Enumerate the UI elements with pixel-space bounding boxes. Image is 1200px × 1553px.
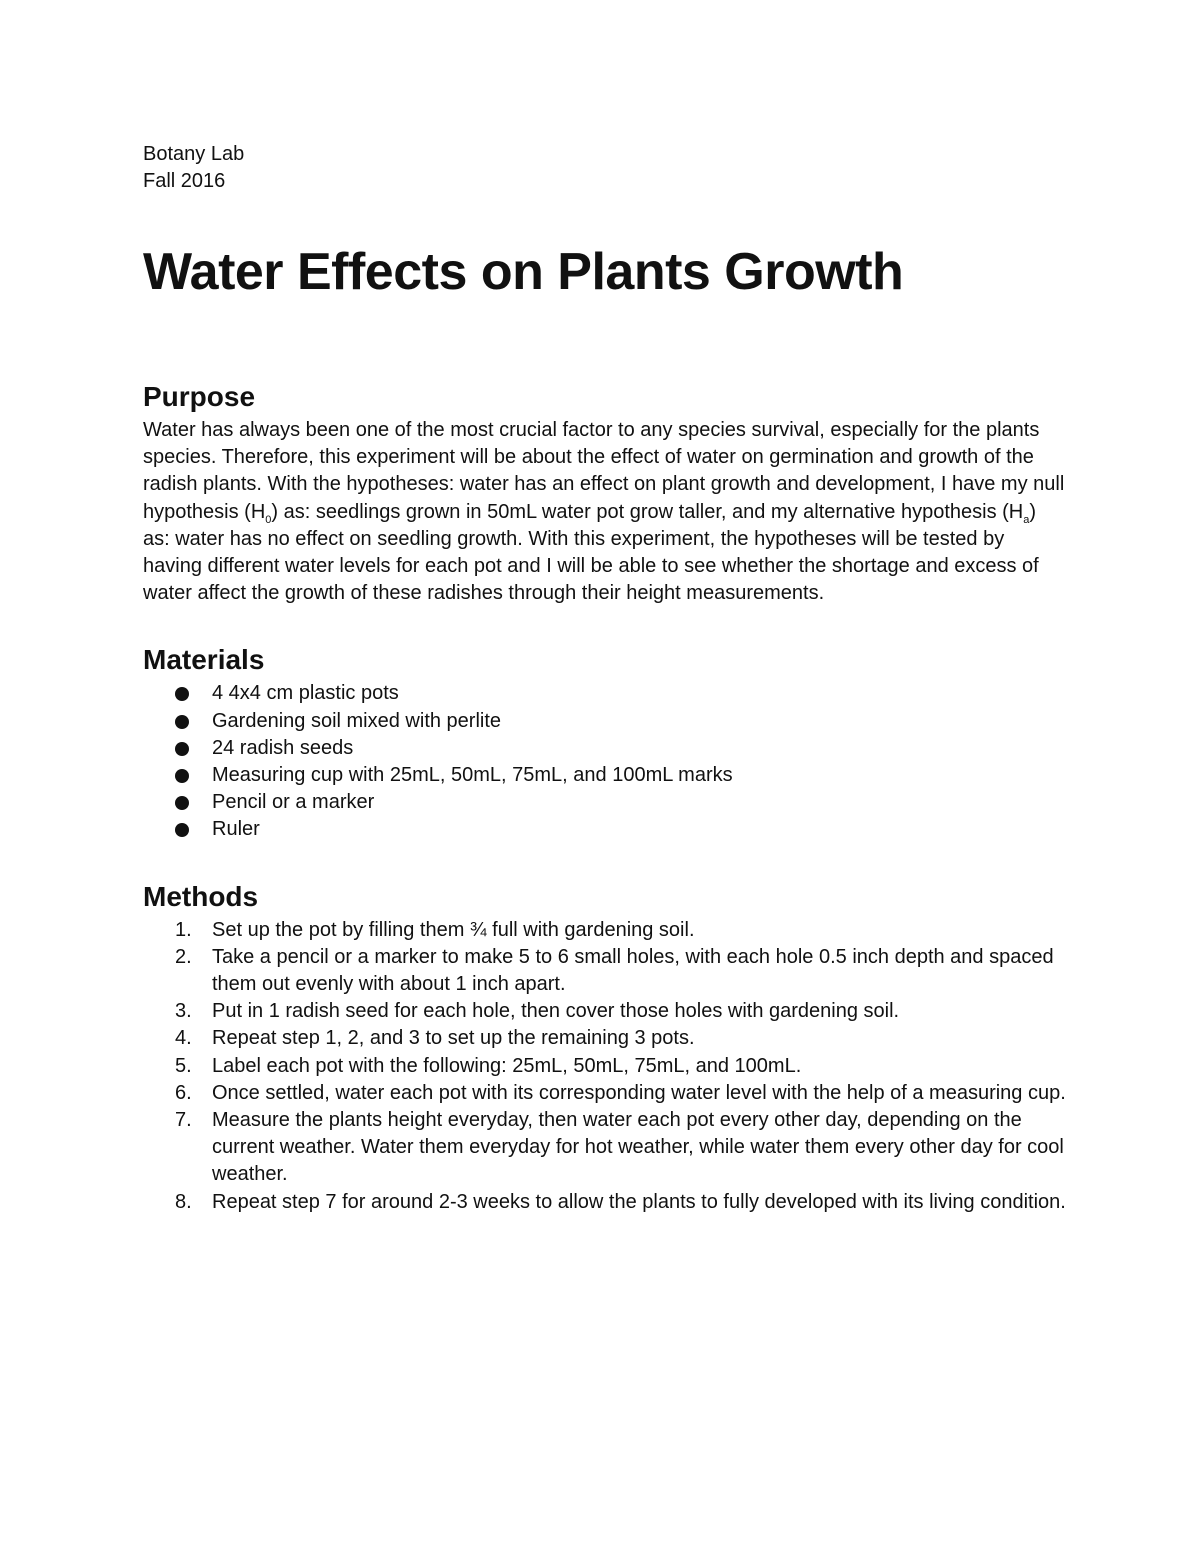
step-number: 5. (175, 1054, 192, 1077)
step-text: Label each pot with the following: 25mL, 50mL, 75mL, and 100mL. (212, 1054, 802, 1077)
step-number: 1. (175, 918, 192, 941)
list-item (143, 917, 1068, 944)
step-text: Measure the plants height everyday, then water each pot every other day, depending on the current weather. Water them everyday for hot weather, while water them every other day for cool weather. (212, 1109, 1064, 1186)
step-number: 6. (175, 1081, 192, 1104)
bullet-icon (175, 823, 189, 837)
list-item (143, 816, 1068, 843)
step-text: Repeat step 7 for around 2-3 weeks to allow the plants to fully developed with its living condition. (212, 1190, 1066, 1213)
list-item (143, 1080, 1068, 1107)
step-number: 2. (175, 945, 192, 968)
bullet-icon (175, 715, 189, 729)
list-item (143, 1053, 1068, 1080)
list-item (143, 998, 1068, 1025)
purpose-heading: Purpose (143, 381, 256, 412)
list-item (143, 1107, 1068, 1189)
null-hypothesis-subscript: 0 (265, 513, 272, 526)
term: Fall 2016 (143, 170, 226, 192)
methods-list (143, 917, 1068, 1216)
purpose-text-2: ) as: seedlings grown in 50mL water pot grow taller, and my alternative hypothesis (H (271, 500, 1024, 523)
bullet-icon (175, 687, 189, 701)
material-text: Ruler (212, 818, 260, 841)
list-item (143, 1189, 1068, 1216)
purpose-text-1: Water has always been one of the most crucial factor to any species survival, especially for the plants species. Therefore, this experiment will be about the effect of water on germination and growth of the radish plants. With the hypotheses: water has an effect on plant growth and development, I have my null hypothesis (H (143, 419, 1065, 523)
list-item (143, 944, 1068, 998)
purpose-text-3: ) as: water has no effect on seedling growth. With this experiment, the hypotheses will be tested by having different water levels for each pot and I will be able to see whether the shortage and excess of water affect the growth of these radishes through their height measurements. (143, 500, 1039, 605)
materials-section (143, 644, 1068, 843)
document-page (143, 141, 1068, 1216)
step-text: Once settled, water each pot with its corresponding water level with the help of a measuring cup. (212, 1081, 1066, 1104)
step-number: 7. (175, 1109, 192, 1132)
step-text: Repeat step 1, 2, and 3 to set up the remaining 3 pots. (212, 1027, 695, 1050)
step-number: 3. (175, 1000, 192, 1023)
material-text: Pencil or a marker (212, 791, 375, 814)
step-number: 4. (175, 1027, 192, 1050)
materials-heading: Materials (143, 644, 265, 676)
bullet-icon (175, 769, 189, 783)
bullet-icon (175, 742, 189, 756)
purpose-section (143, 381, 1068, 607)
step-text: Put in 1 radish seed for each hole, then cover those holes with gardening soil. (212, 1000, 900, 1023)
course-name: Botany Lab (143, 143, 245, 165)
material-text: Measuring cup with 25mL, 50mL, 75mL, and 100mL marks (212, 764, 733, 787)
step-number: 8. (175, 1190, 192, 1213)
step-text: Take a pencil or a marker to make 5 to 6 small holes, with each hole 0.5 inch depth and spaced them out evenly with about 1 inch apart. (212, 945, 1054, 996)
methods-heading: Methods (143, 880, 259, 912)
methods-section (143, 881, 1068, 1216)
step-text: Set up the pot by filling them ¾ full with gardening soil. (212, 918, 695, 941)
list-item (143, 762, 1068, 789)
list-item (143, 735, 1068, 762)
list-item (143, 1025, 1068, 1052)
materials-list (143, 680, 1068, 843)
list-item (143, 680, 1068, 707)
document-header (143, 141, 1068, 195)
purpose-paragraph (143, 417, 1068, 607)
material-text: Gardening soil mixed with perlite (212, 709, 502, 732)
bullet-icon (175, 796, 189, 810)
material-text: 24 radish seeds (212, 736, 354, 759)
list-item (143, 708, 1068, 735)
list-item (143, 789, 1068, 816)
alt-hypothesis-subscript: a (1023, 513, 1030, 526)
material-text: 4 4x4 cm plastic pots (212, 682, 399, 705)
document-title: Water Effects on Plants Growth (143, 243, 904, 301)
